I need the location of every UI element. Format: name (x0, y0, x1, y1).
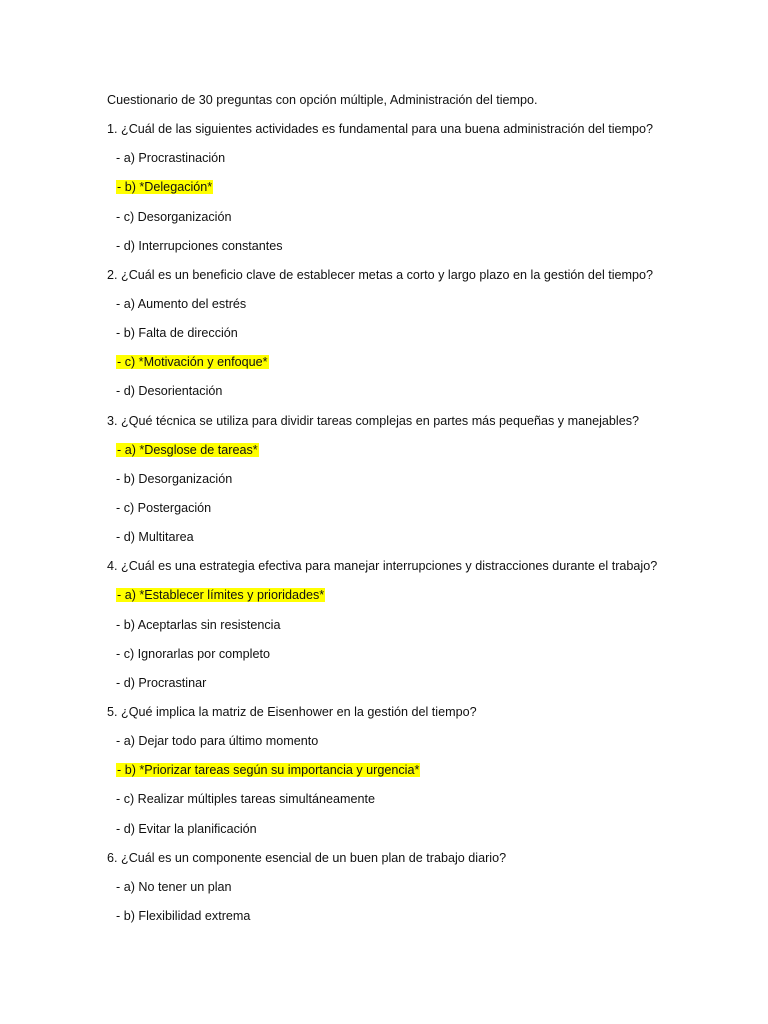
question-2-option-b (107, 319, 747, 348)
question-3-option-a (107, 436, 747, 465)
question-5-option-d (107, 815, 747, 844)
highlighted-answer: - c) *Motivación y enfoque* (117, 355, 268, 370)
question-3-option-d (107, 523, 747, 552)
option-text: - a) No tener un plan (116, 879, 232, 894)
option-text: - b) Falta de dirección (116, 326, 238, 341)
option-text: - d) Multitarea (116, 530, 194, 545)
question-3-option-c (107, 494, 747, 523)
question-5-option-a (107, 727, 747, 756)
question-1-text: 1. ¿Cuál de las siguientes actividades es fundamental para una buena administración del tiempo? (107, 122, 654, 137)
option-text: - c) Postergación (116, 500, 212, 515)
highlighted-answer: - a) *Establecer límites y prioridades* (117, 588, 325, 603)
question-1-option-b (107, 173, 747, 202)
highlighted-answer: - b) *Priorizar tareas según su importancia y urgencia* (117, 763, 420, 778)
question-3-text: 3. ¿Qué técnica se utiliza para dividir tareas complejas en partes más pequeñas y manejables? (107, 413, 640, 428)
option-text: - b) Flexibilidad extrema (116, 908, 251, 923)
question-4-text: 4. ¿Cuál es una estrategia efectiva para manejar interrupciones y distracciones durante el trabajo? (107, 559, 658, 574)
option-text: - c) Ignorarlas por completo (116, 646, 270, 661)
question-1-option-a (107, 144, 747, 173)
option-text: - a) Dejar todo para último momento (116, 734, 319, 749)
option-text: - d) Interrupciones constantes (116, 238, 283, 253)
highlighted-answer: - b) *Delegación* (117, 180, 213, 195)
option-text: - b) Desorganización (116, 471, 233, 486)
question-6-text: 6. ¿Cuál es un componente esencial de un buen plan de trabajo diario? (107, 850, 507, 865)
question-4-option-c (107, 640, 747, 669)
question-5-option-c (107, 785, 747, 814)
document-title: Cuestionario de 30 preguntas con opción múltiple, Administración del tiempo. (107, 93, 538, 107)
question-4-option-b (107, 611, 747, 640)
question-3-option-b (107, 465, 747, 494)
question-6-option-b (107, 902, 747, 931)
option-text: - a) Aumento del estrés (116, 296, 247, 311)
question-4-option-a (107, 581, 747, 610)
question-1-option-d (107, 232, 747, 261)
highlighted-answer: - a) *Desglose de tareas* (117, 442, 258, 457)
question-2-text: 2. ¿Cuál es un beneficio clave de establecer metas a corto y largo plazo en la gestión del tiempo? (107, 267, 654, 282)
question-2-option-a (107, 290, 747, 319)
option-text: - c) Desorganización (116, 209, 232, 224)
question-list (107, 115, 747, 931)
question-2-option-d (107, 377, 747, 406)
option-text: - d) Evitar la planificación (116, 821, 257, 836)
document-body (107, 86, 747, 931)
option-text: - d) Procrastinar (116, 675, 207, 690)
question-5-text: 5. ¿Qué implica la matriz de Eisenhower en la gestión del tiempo? (107, 704, 477, 719)
question-6-option-a (107, 873, 747, 902)
option-text: - d) Desorientación (116, 384, 223, 399)
question-4-option-d (107, 669, 747, 698)
question-2-option-c (107, 348, 747, 377)
option-text: - a) Procrastinación (116, 151, 226, 166)
question-5-option-b (107, 756, 747, 785)
option-text: - c) Realizar múltiples tareas simultáneamente (116, 792, 375, 807)
option-text: - b) Aceptarlas sin resistencia (116, 617, 281, 632)
question-1-option-c (107, 203, 747, 232)
